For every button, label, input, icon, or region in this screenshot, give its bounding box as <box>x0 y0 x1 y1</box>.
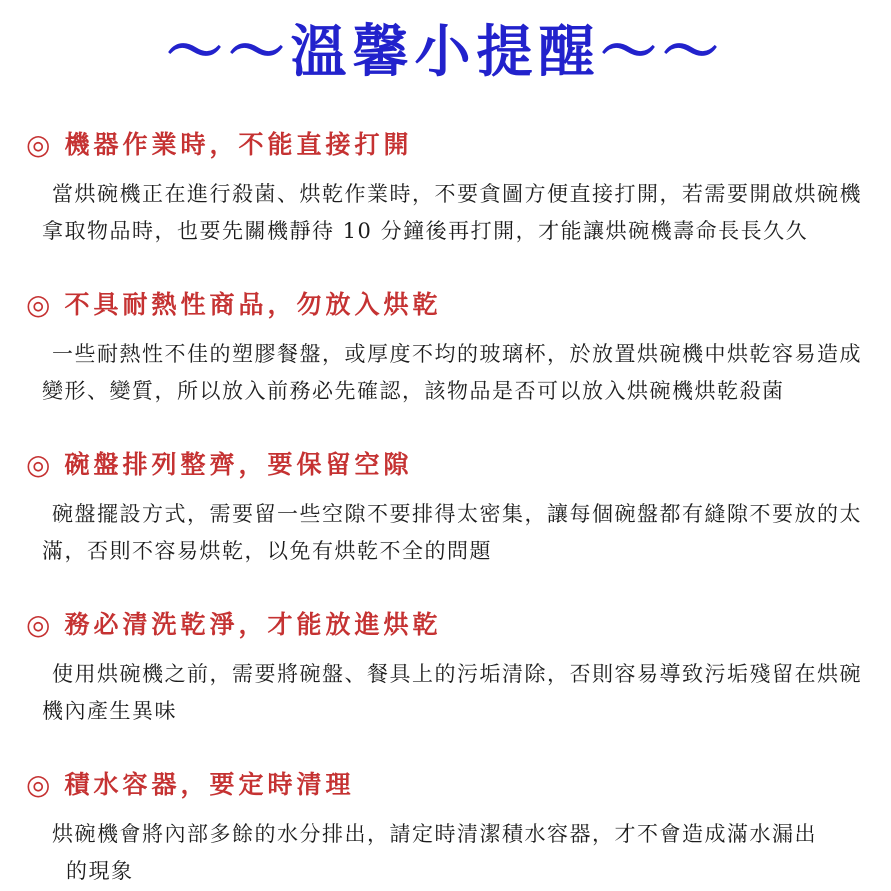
body-line: 機內產生異味 <box>42 698 177 723</box>
page-title: ～～溫馨小提醒～～ <box>166 19 725 85</box>
body-line: 碗盤擺設方式，需要留一些空隙不要排得太密集，讓每個碗盤都有縫隙不要放的太 <box>52 501 862 526</box>
section-heading: 務必清洗乾淨，才能放進烘乾 <box>64 609 442 639</box>
section-heading-row <box>26 447 871 481</box>
section-clean-before-drying <box>26 607 871 730</box>
double-circle-bullet-icon: ◎ <box>26 607 51 641</box>
section-heading-row <box>26 127 871 161</box>
section-heading-row <box>26 607 871 641</box>
body-line: 烘碗機會將內部多餘的水分排出，請定時清潔積水容器，才不會造成滿水漏出 <box>52 821 817 846</box>
section-heading-row <box>26 287 871 321</box>
section-dish-arrangement <box>26 447 871 570</box>
body-line: 一些耐熱性不佳的塑膠餐盤，或厚度不均的玻璃杯，於放置烘碗機中烘乾容易造成 <box>52 341 862 366</box>
section-heading: 機器作業時，不能直接打開 <box>64 129 413 159</box>
body-line: 變形、變質，所以放入前務必先確認，該物品是否可以放入烘碗機烘乾殺菌 <box>42 378 785 403</box>
section-body <box>26 816 871 890</box>
body-line: 拿取物品時，也要先關機靜待 10 分鐘後再打開，才能讓烘碗機壽命長長久久 <box>42 218 809 243</box>
section-heat-resistance <box>26 287 871 410</box>
body-line: 的現象 <box>66 858 134 883</box>
section-list <box>0 127 891 890</box>
body-line: 當烘碗機正在進行殺菌、烘乾作業時，不要貪圖方便直接打開，若需要開啟烘碗機 <box>52 181 862 206</box>
body-line: 滿，否則不容易烘乾，以免有烘乾不全的問題 <box>42 538 492 563</box>
body-line: 使用烘碗機之前，需要將碗盤、餐具上的污垢清除，否則容易導致污垢殘留在烘碗 <box>52 661 862 686</box>
section-heading: 積水容器，要定時清理 <box>64 769 355 799</box>
section-heading: 不具耐熱性商品，勿放入烘乾 <box>64 289 442 319</box>
section-body <box>26 496 871 570</box>
section-water-container <box>26 767 871 890</box>
section-heading: 碗盤排列整齊，要保留空隙 <box>64 449 413 479</box>
double-circle-bullet-icon: ◎ <box>26 127 51 161</box>
section-machine-operation <box>26 127 871 250</box>
section-body <box>26 176 871 250</box>
double-circle-bullet-icon: ◎ <box>26 287 51 321</box>
double-circle-bullet-icon: ◎ <box>26 767 51 801</box>
double-circle-bullet-icon: ◎ <box>26 447 51 481</box>
section-body <box>26 656 871 730</box>
section-heading-row <box>26 767 871 801</box>
section-body <box>26 336 871 410</box>
